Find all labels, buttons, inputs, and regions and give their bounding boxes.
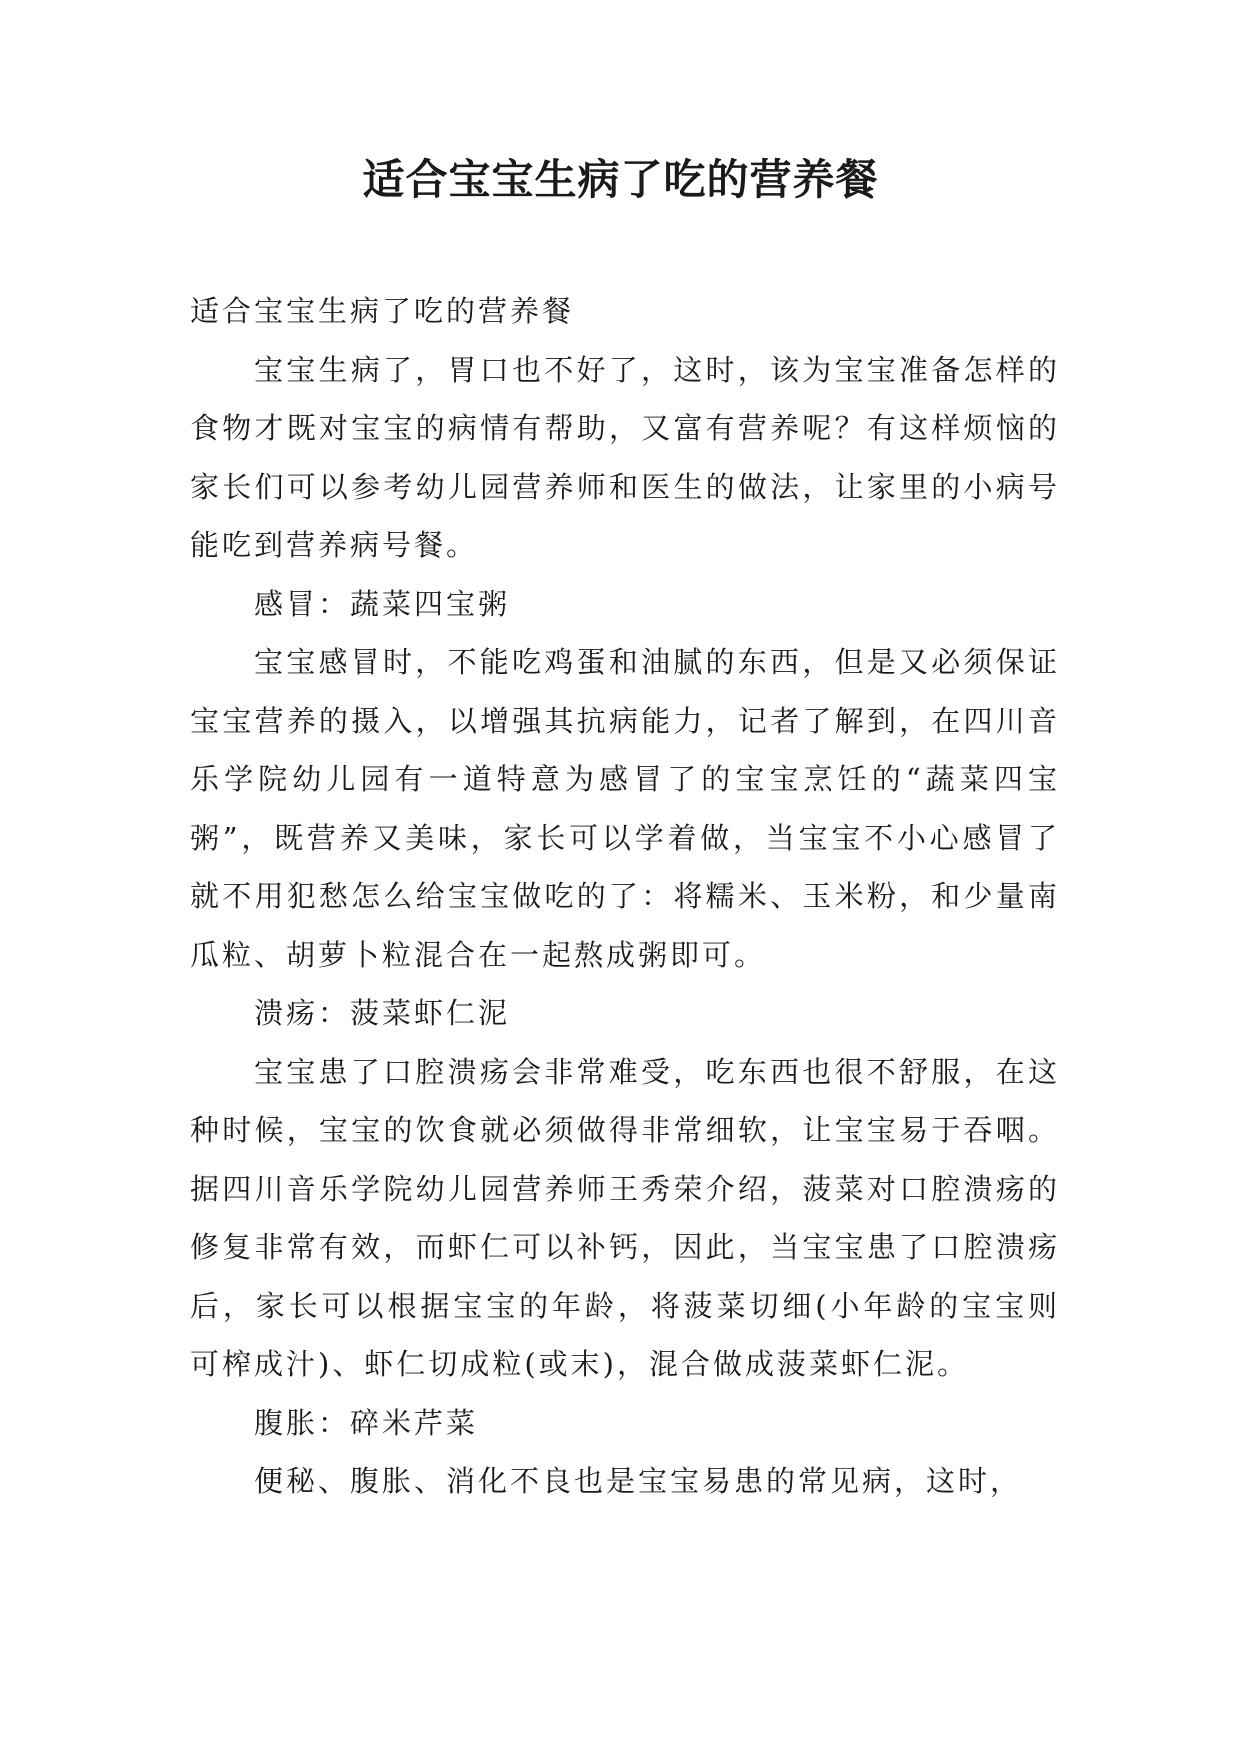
paragraph-bloating: 便秘、腹胀、消化不良也是宝宝易患的常见病，这时， bbox=[254, 1464, 1023, 1498]
paragraph-ulcer: 宝宝患了口腔溃疡会非常难受，吃东西也很不舒服，在这种时候，宝宝的饮食就必须做得非常细软，让宝宝易于吞咽。据四川音乐学院幼儿园营养师王秀荣介绍，菠菜对口腔溃疡的修复非常有效，而虾仁可以补钙，因此，当宝宝患了口腔溃疡后，家长可以根据宝宝的年龄，将菠菜切细(小年龄的宝宝则可榨成汁)、虾仁切成粒(或末)，混合做成菠菜虾仁泥。 bbox=[190, 1054, 1060, 1381]
document-title: 适合宝宝生病了吃的营养餐 bbox=[362, 155, 879, 204]
section-heading-bloating: 腹胀：碎米芹菜 bbox=[254, 1405, 479, 1440]
paragraph-subtitle: 适合宝宝生病了吃的营养餐 bbox=[190, 294, 575, 328]
paragraph-cold: 宝宝感冒时，不能吃鸡蛋和油腻的东西，但是又必须保证宝宝营养的摄入，以增强其抗病能力，记者了解到，在四川音乐学院幼儿园有一道特意为感冒了的宝宝烹饪的“蔬菜四宝粥”，既营养又美味，家长可以学着做，当宝宝不小心感冒了就不用犯愁怎么给宝宝做吃的了：将糯米、玉米粉，和少量南瓜粒、胡萝卜粒混合在一起熬成粥即可。 bbox=[190, 645, 1060, 972]
section-heading-cold: 感冒：蔬菜四宝粥 bbox=[254, 586, 511, 621]
document-body bbox=[190, 282, 1060, 1511]
section-heading-ulcer: 溃疡：菠菜虾仁泥 bbox=[254, 996, 511, 1030]
paragraph-intro: 宝宝生病了，胃口也不好了，这时，该为宝宝准备怎样的食物才既对宝宝的病情有帮助，又富有营养呢？有这样烦恼的家长们可以参考幼儿园营养师和医生的做法，让家里的小病号能吃到营养病号餐。 bbox=[190, 352, 1060, 562]
